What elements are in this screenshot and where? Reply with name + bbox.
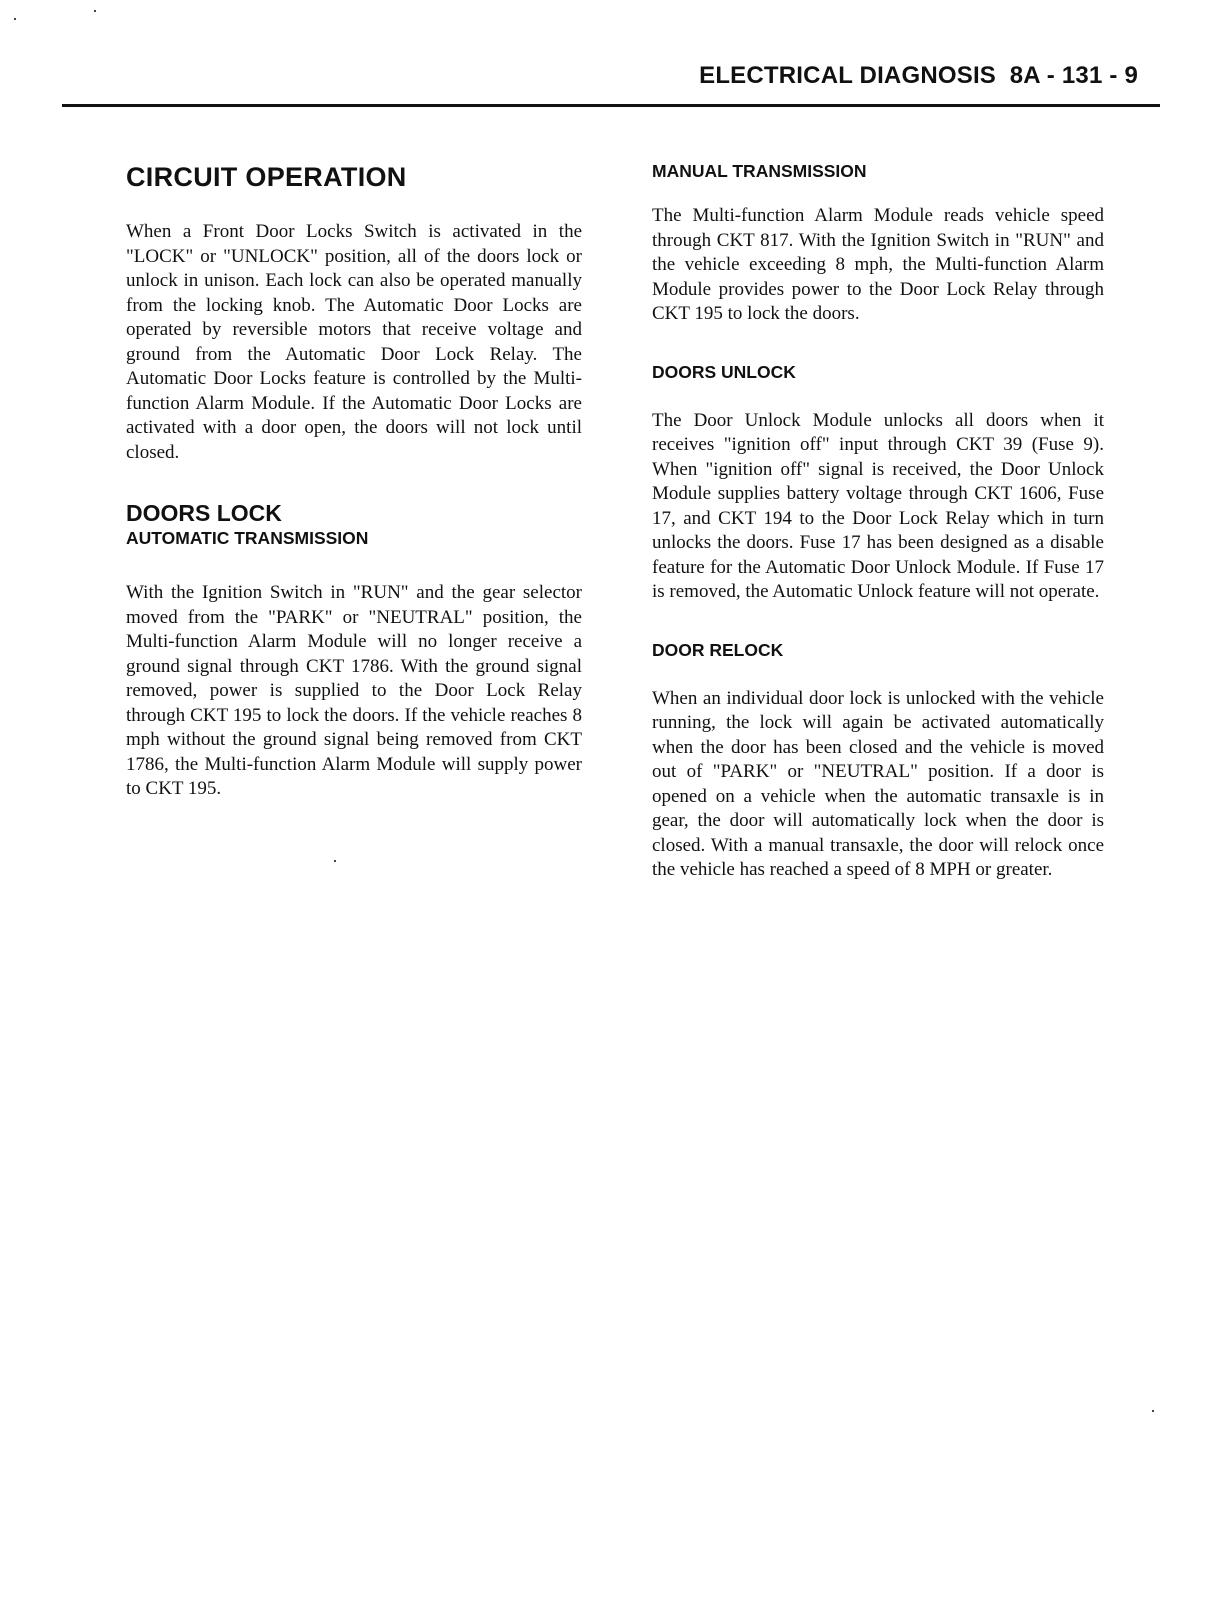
page-header: ELECTRICAL DIAGNOSIS 8A - 131 - 9 [699,62,1138,89]
scan-speck [1152,1410,1154,1412]
scan-speck [94,10,96,12]
doors-lock-heading: DOORS LOCK [126,500,282,526]
door-relock-text: When an individual door lock is unlocked with the vehicle running, the lock will again be activated automatically when the door has been closed and the vehicle is moved out of "PARK" or "NEUTRAL" position. If a door is opened on a vehicle when the automatic transaxle is in gear, the door will automatically lock when the door is closed. With a manual transaxle, the door will relock once the vehicle has reached a speed of 8 MPH or greater. [652,687,1104,880]
header-rule [62,104,1160,107]
door-relock-heading: DOOR RELOCK [652,639,784,660]
automatic-transmission-heading: AUTOMATIC TRANSMISSION [126,528,369,548]
right-column [652,160,1104,917]
doors-unlock-text: The Door Unlock Module unlocks all doors when it receives "ignition off" input through CKT 39 (Fuse 9). When "ignition off" signal is received, the Door Unlock Module supplies battery voltage through CKT 1606, Fuse 17, and CKT 194 to the Door Lock Relay which in turn unlocks the doors. Fuse 17 has been designed as a disable feature for the Automatic Door Unlock Module. If Fuse 17 is removed, the Automatic Unlock feature will not operate. [652,409,1104,602]
circuit-operation-text: When a Front Door Locks Switch is activated in the "LOCK" or "UNLOCK" position, all of the doors lock or unlock in unison. Each lock can also be operated manually from the locking knob. The Automatic Door Locks are operated by reversible motors that receive voltage and ground from the Automatic Door Lock Relay. The Automatic Door Locks feature is controlled by the Multi-function Alarm Module. If the Automatic Door Locks are activated with a door open, the doors will not lock until closed. [126,221,582,463]
scan-speck [334,860,336,862]
manual-transmission-text: The Multi-function Alarm Module reads vehicle speed through CKT 817. With the Ignition Switch in "RUN" and the vehicle exceeding 8 mph, the Multi-function Alarm Module provides power to the Door Lock Relay through CKT 195 to lock the doors. [652,205,1104,324]
scan-speck [14,18,16,20]
doors-unlock-heading: DOORS UNLOCK [652,361,796,382]
circuit-operation-heading: CIRCUIT OPERATION [126,162,407,192]
automatic-transmission-text: With the Ignition Switch in "RUN" and the gear selector moved from the "PARK" or "NEUTRAL" position, the Multi-function Alarm Module will no longer receive a ground signal through CKT 1786. With the ground signal removed, power is supplied to the Door Lock Relay through CKT 195 to lock the doors. If the vehicle reaches 8 mph without the ground signal being removed from CKT 1786, the Multi-function Alarm Module will supply power to CKT 195. [126,582,582,799]
left-column [126,160,582,836]
manual-transmission-heading: MANUAL TRANSMISSION [652,161,867,181]
